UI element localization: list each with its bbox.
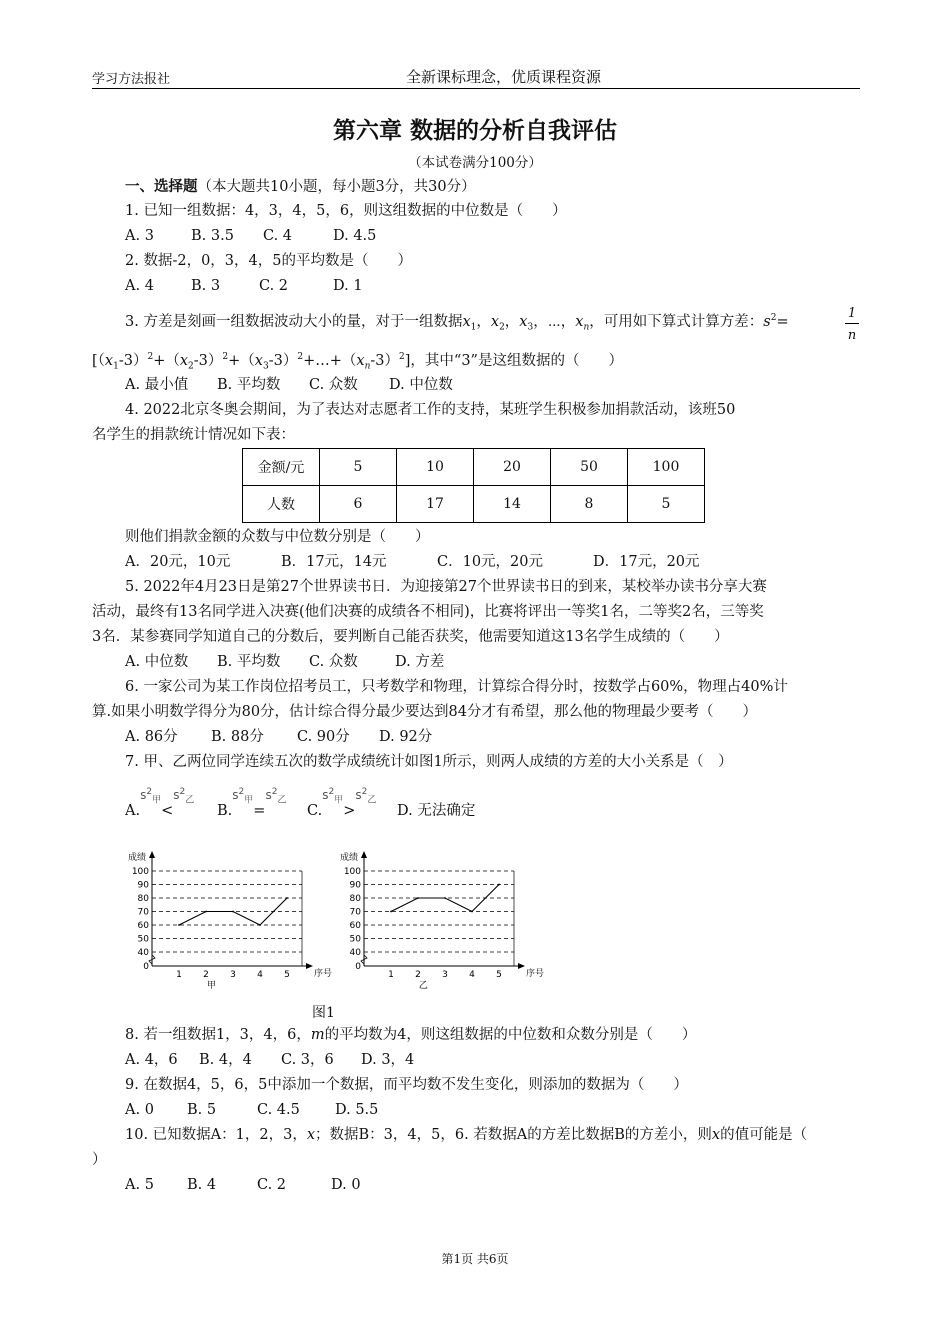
- option[interactable]: B. 4，4: [199, 1052, 252, 1068]
- question-9-options: [125, 1103, 378, 1118]
- question-2-stem: 2. 数据-2，0，3，4，5的平均数是（ ）: [125, 253, 412, 269]
- question-7-options: [125, 787, 476, 821]
- x-tick-label: 5: [496, 970, 502, 980]
- option[interactable]: B. 3.5: [191, 228, 234, 244]
- question-1-stem: 1. 已知一组数据：4，3，4，5，6，则这组数据的中位数是（ ）: [125, 203, 567, 219]
- y-tick-label: 70: [137, 907, 149, 918]
- page-subtitle: （本试卷满分100分）: [408, 155, 542, 171]
- data-point: [286, 897, 288, 899]
- option[interactable]: A. 4: [125, 278, 154, 294]
- question-3-formula: $[(x_1-3)^2+(x_2-3)^2+(x_3-3)^2+\dots+(x_n-3)^2]$，其中“3”是这组数据的（ ）: [92, 352, 623, 372]
- question-3-options: [125, 378, 453, 393]
- question-9-stem: 9. 在数据4，5，6，5中添加一个数据，而平均数不发生变化，则添加的数据为（ ）: [125, 1077, 688, 1093]
- q3-text-a: 3. 方差是刻画一组数据波动大小的量，对于一组数据: [125, 313, 463, 330]
- x-tick-label: 4: [469, 970, 475, 980]
- option[interactable]: D. 0: [331, 1177, 361, 1193]
- question-3-stem: 3. 方差是刻画一组数据波动大小的量，对于一组数据$x_1$，$x_2$，$x_3$，⋯，$x_n$，可用如下算式计算方差：$s^2=$: [125, 313, 789, 333]
- table-cell: 人数: [243, 486, 320, 523]
- x-tick-label: 4: [257, 970, 263, 980]
- section-heading: [125, 180, 476, 195]
- x-tick-label: 1: [176, 970, 182, 980]
- table-cell: 100: [628, 449, 705, 486]
- y-tick-label: 0: [355, 962, 361, 972]
- option[interactable]: A．20元，10元: [125, 554, 231, 570]
- option[interactable]: C. 众数: [309, 377, 358, 393]
- table-cell: 14: [474, 486, 551, 523]
- variance-fraction: [845, 306, 859, 343]
- y-tick-label: 60: [137, 921, 149, 931]
- question-5-options: [125, 655, 444, 670]
- option[interactable]: B．17元，14元: [281, 554, 387, 570]
- donation-table: [242, 448, 705, 523]
- question-6-options: [125, 730, 432, 745]
- x-tick-label: 3: [442, 970, 448, 980]
- question-8-stem: 8. 若一组数据1，3，4，6，m的平均数为4，则这组数据的中位数和众数分别是（ ）: [125, 1027, 697, 1043]
- question-5-stem-1: 5. 2022年4月23日是第27个世界读书日．为迎接第27个世界读书日的到来，某校举办读书分享大赛: [125, 579, 767, 595]
- table-cell: 金额/元: [243, 449, 320, 486]
- question-4-options: [125, 555, 700, 570]
- fraction-denominator: n: [847, 328, 857, 343]
- table-row: [243, 449, 705, 486]
- option[interactable]: B. 平均数: [217, 654, 281, 670]
- option[interactable]: D. 92分: [379, 729, 433, 745]
- option[interactable]: B. 4: [187, 1177, 217, 1193]
- data-point: [205, 911, 207, 913]
- chart-yi: [330, 846, 560, 996]
- option[interactable]: B. 平均数: [217, 377, 281, 393]
- y-tick-label: 100: [343, 867, 361, 877]
- y-tick-label: 40: [137, 948, 149, 958]
- y-tick-label: 80: [137, 894, 149, 904]
- question-4-stem-2: 名学生的捐款统计情况如下表：: [92, 427, 295, 443]
- question-10-stem-end: ）: [92, 1152, 107, 1168]
- option[interactable]: A. 3: [125, 228, 154, 244]
- table-row: [243, 486, 705, 523]
- x-tick-label: 1: [388, 970, 394, 980]
- option[interactable]: $A.s^2_甲<s^2_乙$: [125, 787, 195, 819]
- option[interactable]: C. 4.5: [257, 1102, 300, 1118]
- header-divider: [92, 88, 860, 89]
- question-7-stem: 7. 甲、乙两位同学连续五次的数学成绩统计如图1所示，则两人成绩的方差的大小关系是（ ）: [125, 754, 733, 770]
- x-axis-label: 序号: [314, 969, 333, 979]
- series-name-label: 甲: [206, 981, 216, 991]
- option[interactable]: A. 4，6: [125, 1052, 178, 1068]
- question-5-stem-2: 活动，最终有13名同学进入决赛(他们决赛的成绩各不相同)，比赛将评出一等奖1名，二等奖2名，三等奖: [92, 604, 764, 620]
- option[interactable]: A. 0: [125, 1102, 154, 1118]
- y-axis-label: 成绩: [340, 853, 359, 863]
- y-tick-label: 60: [349, 921, 361, 931]
- table-cell: 6: [320, 486, 397, 523]
- y-tick-label: 50: [137, 934, 149, 945]
- question-1-options: [125, 229, 376, 244]
- question-5-stem-3: 3名．某参赛同学知道自己的分数后，要判断自己能否获奖，他需要知道这13名学生成绩的（ ）: [92, 629, 729, 645]
- x-tick-label: 2: [203, 970, 209, 980]
- data-point: [232, 911, 234, 913]
- header-slogan: 全新课标理念，优质课程资源: [406, 68, 602, 86]
- x-tick-label: 2: [415, 970, 421, 980]
- x-axis-arrow: [306, 963, 313, 969]
- option[interactable]: $B.s^2_甲=s^2_乙$: [217, 787, 287, 819]
- q3-text-b: ，可用如下算式计算方差：: [589, 313, 764, 330]
- header-publisher: 学习方法报社: [92, 72, 171, 87]
- question-2-options: [125, 279, 363, 294]
- table-cell: 17: [397, 486, 474, 523]
- y-tick-label: 70: [349, 907, 361, 918]
- table-cell: 8: [551, 486, 628, 523]
- option[interactable]: D. 方差: [395, 654, 445, 670]
- x-axis-arrow: [518, 963, 525, 969]
- question-6-stem-1: 6. 一家公司为某工作岗位招考员工，只考数学和物理，计算综合得分时，按数学占60%，物理占40%计: [125, 679, 788, 695]
- option[interactable]: A. 86分: [125, 729, 178, 745]
- y-tick-label: 40: [349, 948, 361, 958]
- data-point: [471, 911, 473, 913]
- option[interactable]: D. 5.5: [335, 1102, 379, 1118]
- option[interactable]: D. 4.5: [333, 228, 377, 244]
- question-4-stem-3: 则他们捐款金额的众数与中位数分别是（ ）: [125, 529, 430, 545]
- page-title: 第六章 数据的分析自我评估: [332, 118, 617, 144]
- option[interactable]: C．10元，20元: [437, 554, 543, 570]
- y-tick-label: 90: [137, 880, 149, 891]
- option[interactable]: C. 90分: [297, 729, 350, 745]
- data-point: [417, 897, 419, 899]
- y-tick-label: 90: [349, 880, 361, 891]
- x-tick-label: 3: [230, 970, 236, 980]
- option[interactable]: B. 88分: [211, 729, 264, 745]
- data-point: [178, 924, 180, 926]
- y-tick-label: 50: [349, 934, 361, 945]
- question-8-options: [125, 1053, 414, 1068]
- option[interactable]: $C.s^2_甲>s^2_乙$: [307, 787, 377, 819]
- q3-text-c: ，其中“3”是这组数据的（ ）: [410, 352, 623, 369]
- option[interactable]: D. 中位数: [389, 377, 453, 393]
- x-axis-label: 序号: [526, 969, 545, 979]
- option[interactable]: C. 众数: [309, 654, 358, 670]
- series-name-label: 乙: [418, 981, 428, 991]
- fraction-numerator: 1: [845, 306, 859, 324]
- table-cell: 5: [628, 486, 705, 523]
- option[interactable]: A. 中位数: [125, 654, 189, 670]
- option[interactable]: C. 3，6: [281, 1052, 334, 1068]
- question-6-stem-2: 算.如果小明数学得分为80分，估计综合得分最少要达到84分才有希望，那么他的物理最少要考（ ）: [92, 704, 758, 720]
- table-cell: 20: [474, 449, 551, 486]
- chart-jia: [118, 846, 338, 996]
- table-cell: 50: [551, 449, 628, 486]
- table-cell: 5: [320, 449, 397, 486]
- question-4-stem-1: 4. 2022北京冬奥会期间，为了表达对志愿者工作的支持，某班学生积极参加捐款活动，该班50: [125, 402, 736, 418]
- option[interactable]: D. 1: [333, 278, 363, 294]
- y-axis-arrow: [149, 851, 155, 858]
- option[interactable]: A. 最小值: [125, 377, 189, 393]
- y-tick-label: 100: [131, 867, 149, 877]
- option[interactable]: B. 3: [191, 278, 221, 294]
- data-point: [444, 897, 446, 899]
- data-point: [498, 884, 500, 886]
- option[interactable]: C. 2: [259, 278, 289, 294]
- figure-caption: 图1: [312, 1005, 335, 1021]
- data-point: [259, 924, 261, 926]
- option[interactable]: D．17元，20元: [593, 554, 700, 570]
- question-10-options: [125, 1178, 361, 1193]
- option[interactable]: A. 5: [125, 1177, 154, 1193]
- y-axis-label: 成绩: [128, 853, 147, 863]
- y-tick-label: 80: [349, 894, 361, 904]
- option[interactable]: D. 无法确定: [397, 803, 476, 819]
- x-tick-label: 5: [284, 970, 290, 980]
- option[interactable]: C. 4: [263, 228, 293, 244]
- table-cell: 10: [397, 449, 474, 486]
- option[interactable]: D. 3，4: [361, 1052, 415, 1068]
- option[interactable]: C. 2: [257, 1177, 287, 1193]
- section-desc: （本大题共10小题，每小题3分，共30分）: [197, 179, 476, 195]
- page-footer: 第1页 共6页: [441, 1252, 509, 1266]
- question-10-stem: 10. 已知数据A：1，2，3，x；数据B：3，4，5，6. 若数据A的方差比数据B的方差小，则x的值可能是（: [125, 1127, 808, 1143]
- option[interactable]: B. 5: [187, 1102, 217, 1118]
- data-point: [390, 911, 392, 913]
- y-axis-arrow: [361, 851, 367, 858]
- section-label: 一、选择题: [125, 178, 198, 195]
- y-tick-label: 0: [143, 962, 149, 972]
